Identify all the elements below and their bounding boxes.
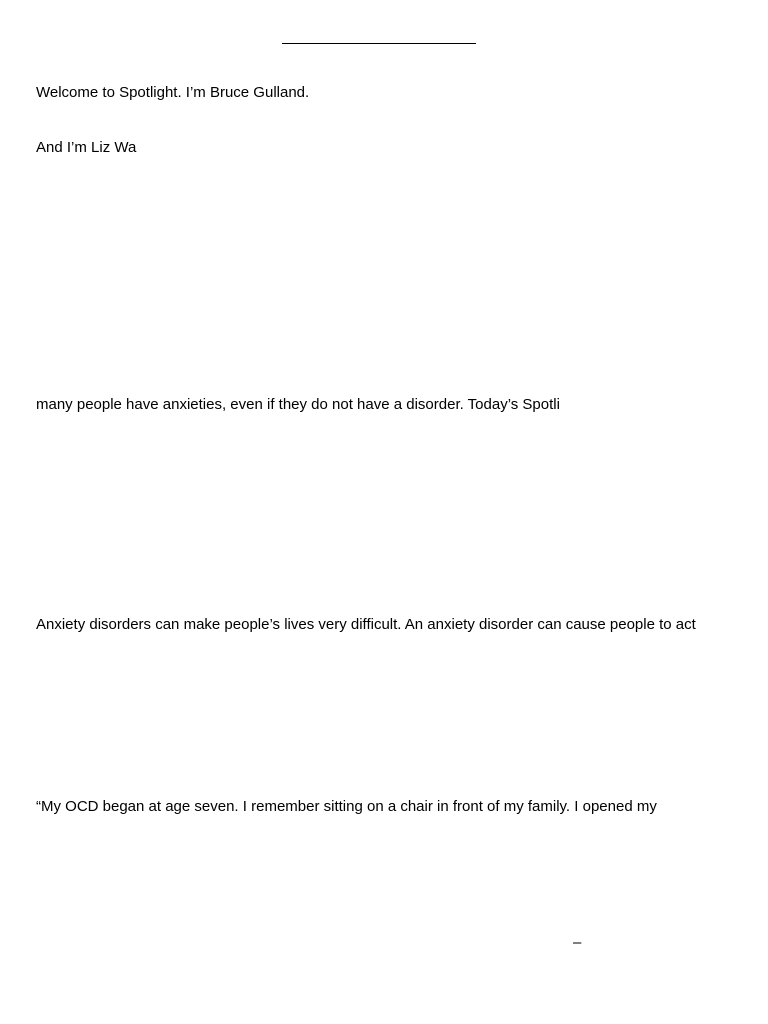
title-underline-rule: [282, 43, 476, 44]
paragraph-ocd-quote: “My OCD began at age seven. I remember sitting on a chair in front of my family. I opened my: [36, 798, 657, 815]
paragraph-welcome: Welcome to Spotlight. I’m Bruce Gulland.: [36, 84, 310, 101]
footer-dash: –: [573, 934, 582, 951]
paragraph-anxieties: many people have anxieties, even if they do not have a disorder. Today’s Spotli: [36, 396, 560, 413]
paragraph-anxiety-disorders: Anxiety disorders can make people’s lives very difficult. An anxiety disorder can cause people to act: [36, 616, 696, 633]
paragraph-liz-intro: And I’m Liz Wa: [36, 139, 137, 156]
